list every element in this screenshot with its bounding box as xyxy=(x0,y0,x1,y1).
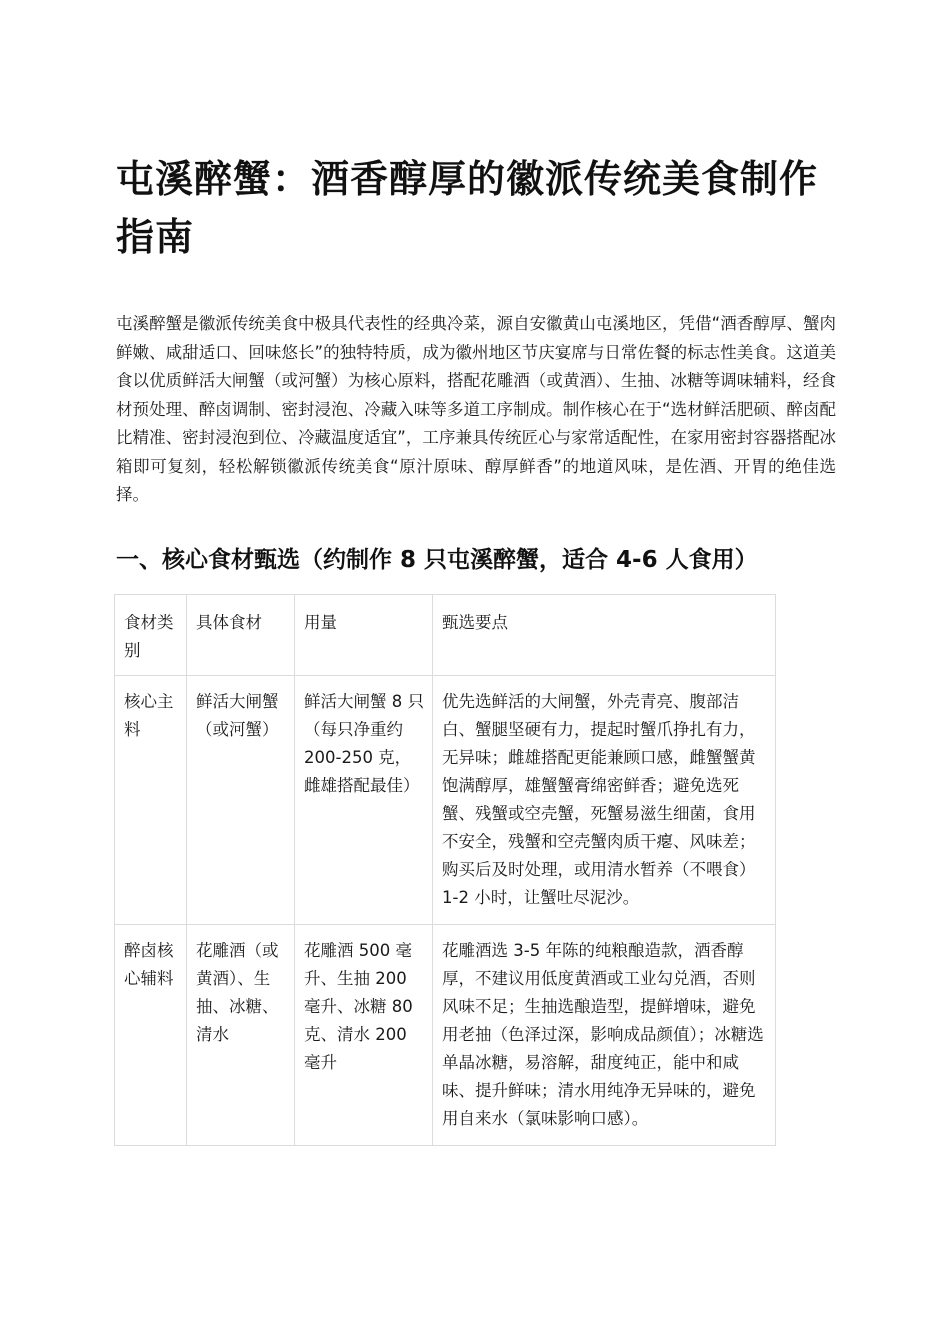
document-page xyxy=(116,150,836,1146)
table-header-row xyxy=(115,594,776,675)
cell-ingredient: 花雕酒（或黄酒）、生抽、冰糖、清水 xyxy=(187,924,295,1145)
header-category: 食材类别 xyxy=(115,594,187,675)
ingredients-table xyxy=(114,594,776,1146)
cell-category: 醉卤核心辅料 xyxy=(115,924,187,1145)
cell-category: 核心主料 xyxy=(115,675,187,924)
cell-notes: 优先选鲜活的大闸蟹，外壳青亮、腹部洁白、蟹腿坚硬有力，提起时蟹爪挣扎有力，无异味；雌雄搭配更能兼顾口感，雌蟹蟹黄饱满醇厚，雄蟹蟹膏绵密鲜香；避免选死蟹、残蟹或空壳蟹，死蟹易滋生细菌，食用不安全，残蟹和空壳蟹肉质干瘪、风味差；购买后及时处理，或用清水暂养（不喂食）1-2 小时，让蟹吐尽泥沙。 xyxy=(433,675,776,924)
table-row xyxy=(115,675,776,924)
table-row xyxy=(115,924,776,1145)
cell-notes: 花雕酒选 3-5 年陈的纯粮酿造款，酒香醇厚，不建议用低度黄酒或工业勾兑酒，否则风味不足；生抽选酿造型，提鲜增味，避免用老抽（色泽过深，影响成品颜值）；冰糖选单晶冰糖，易溶解，甜度纯正，能中和咸味、提升鲜味；清水用纯净无异味的，避免用自来水（氯味影响口感）。 xyxy=(433,924,776,1145)
header-amount: 用量 xyxy=(295,594,433,675)
cell-ingredient: 鲜活大闸蟹（或河蟹） xyxy=(187,675,295,924)
cell-amount: 鲜活大闸蟹 8 只（每只净重约 200-250 克，雌雄搭配最佳） xyxy=(295,675,433,924)
cell-amount: 花雕酒 500 毫升、生抽 200 毫升、冰糖 80 克、清水 200 毫升 xyxy=(295,924,433,1145)
header-ingredient: 具体食材 xyxy=(187,594,295,675)
header-notes: 甄选要点 xyxy=(433,594,776,675)
section-heading-ingredients: 一、核心食材甄选（约制作 8 只屯溪醉蟹，适合 4-6 人食用） xyxy=(116,546,758,573)
document-title: 屯溪醉蟹：酒香醇厚的徽派传统美食制作指南 xyxy=(116,157,819,259)
intro-paragraph: 屯溪醉蟹是徽派传统美食中极具代表性的经典冷菜，源自安徽黄山屯溪地区，凭借“酒香醇厚、蟹肉鲜嫩、咸甜适口、回味悠长”的独特特质，成为徽州地区节庆宴席与日常佐餐的标志性美食。这道美食以优质鲜活大闸蟹（或河蟹）为核心原料，搭配花雕酒（或黄酒）、生抽、冰糖等调味辅料，经食材预处理、醉卤调制、密封浸泡、冷藏入味等多道工序制成。制作核心在于“选材鲜活肥硕、醉卤配比精准、密封浸泡到位、冷藏温度适宜”，工序兼具传统匠心与家常适配性，在家用密封容器搭配冰箱即可复刻，轻松解锁徽派传统美食“原汁原味、醇厚鲜香”的地道风味，是佐酒、开胃的绝佳选择。 xyxy=(116,314,836,504)
